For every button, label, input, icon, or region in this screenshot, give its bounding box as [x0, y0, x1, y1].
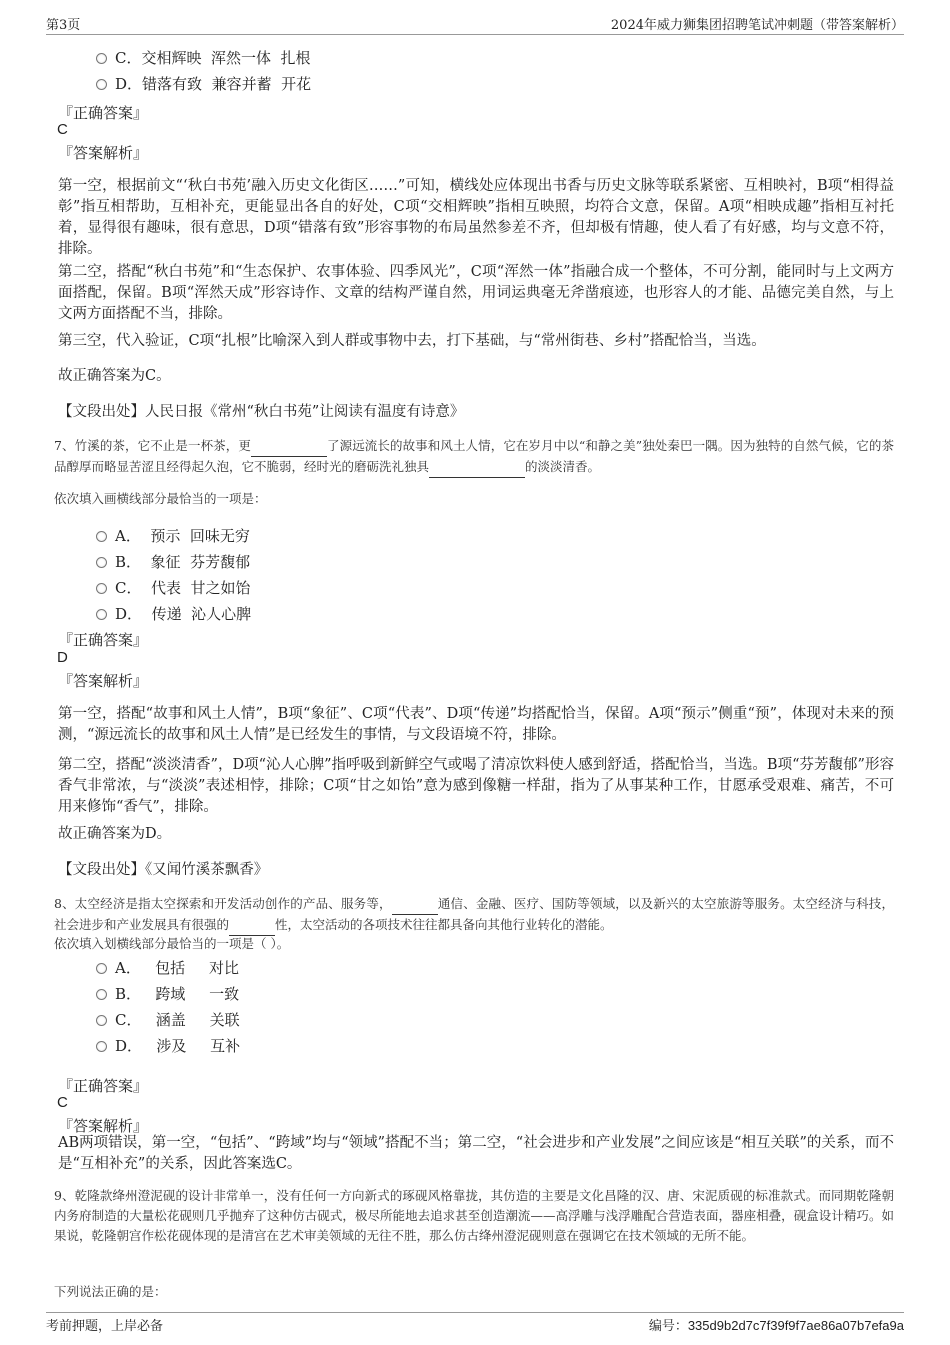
q7-analysis-p1: 第一空，搭配“故事和风土人情”，B项“象征”、C项“代表”、D项“传递”均搭配恰当，保留。A项“预示”侧重“预”，体现对未来的预测，“源远流长的故事和风土人情”是已经发生的事情，与文段语境不符，排除。	[58, 706, 894, 743]
q6-answer: C	[57, 121, 68, 138]
q8-stem: 8、太空经济是指太空探索和开发活动创作的产品、服务等， 通信、金融、医疗、国防等领域，以及新兴的太空旅游等服务。太空经济与科技，社会进步和产业发展具有很强的 性，太空活动的各项技术往往都具备向其他行业转化的潜能。	[54, 894, 894, 936]
radio-icon[interactable]	[96, 989, 107, 1000]
radio-icon[interactable]	[96, 583, 107, 594]
blank-line	[251, 436, 327, 457]
q8-option-a[interactable]: A． 包括 对比	[96, 957, 239, 978]
q7-option-b[interactable]: B． 象征 芬芳馥郁	[96, 551, 250, 572]
radio-icon[interactable]	[96, 557, 107, 568]
q8-option-d[interactable]: D． 涉及 互补	[96, 1035, 240, 1056]
radio-icon[interactable]	[96, 79, 107, 90]
radio-icon[interactable]	[96, 53, 107, 64]
document-title: 2024年威力狮集团招聘笔试冲刺题（带答案解析）	[610, 18, 904, 33]
q7-answer: D	[57, 649, 68, 666]
radio-icon[interactable]	[96, 1015, 107, 1026]
q8-option-b[interactable]: B． 跨域 一致	[96, 983, 239, 1004]
q8-analysis-label: 『答案解析』	[58, 1117, 149, 1135]
q8-analysis: AB两项错误，第一空，“包括”、“跨域”均与“领域”搭配不当；第二空，“社会进步和产业发展”之间应该是“相互关联”的关系，而不是“互相补充”的关系，因此答案选C。	[58, 1135, 894, 1172]
q8-prompt: 依次填入划横线部分最恰当的一项是（ ）。	[54, 936, 290, 951]
q6-option-d[interactable]: D．错落有致 兼容并蓄 开花	[96, 73, 311, 94]
q7-analysis-p3: 故正确答案为D。	[58, 826, 172, 842]
q7-source: 【文段出处】《又闻竹溪茶飘香》	[58, 862, 269, 878]
q9-prompt: 下列说法正确的是：	[54, 1284, 167, 1299]
blank-line	[229, 915, 275, 936]
page-header	[46, 14, 904, 35]
q7-analysis-label: 『答案解析』	[58, 672, 149, 690]
radio-icon[interactable]	[96, 963, 107, 974]
q8-answer-label: 『正确答案』	[58, 1077, 149, 1095]
q6-analysis-p4: 故正确答案为C。	[58, 368, 171, 384]
q7-option-d[interactable]: D． 传递 沁人心脾	[96, 603, 251, 624]
q9-stem: 9、乾隆款绛州澄泥砚的设计非常单一，没有任何一方向新式的琢砚风格靠拢，其仿造的主要是文化昌隆的汉、唐、宋泥质砚的标准款式。而同期乾隆朝内务府制造的大量松花砚则几乎抛弃了这种仿古砚式，极尽所能地去追求甚至创造潮流——高浮雕与浅浮雕配合营造表面，器座相叠，砚盒设计精巧。如果说，乾隆朝宫作松花砚体现的是清宫在艺术审美领域的无往不胜，那么仿古绛州澄泥砚则意在强调它在技术领域的无所不能。	[54, 1188, 894, 1243]
q7-prompt: 依次填入画横线部分最恰当的一项是：	[54, 491, 267, 506]
q7-answer-label: 『正确答案』	[58, 631, 149, 649]
blank-line	[429, 457, 525, 478]
footer-slogan: 考前押题，上岸必备	[46, 1319, 164, 1334]
blank-line	[392, 894, 438, 915]
radio-icon[interactable]	[96, 531, 107, 542]
q6-analysis-p3: 第三空，代入验证，C项“扎根”比喻深入到人群或事物中去，打下基础，与“常州街巷、乡村”搭配恰当，当选。	[58, 333, 766, 349]
page-footer	[46, 1312, 904, 1334]
q7-stem: 7、竹溪的茶，它不止是一杯茶，更 了源远流长的故事和风土人情，它在岁月中以“和静之美”独处秦巴一隅。因为独特的自然气候，它的茶品醇厚而略显苦涩且经得起久泡，它不脆弱，经时光的磨砺洗礼独具 的淡淡清香。	[54, 436, 894, 478]
radio-icon[interactable]	[96, 609, 107, 620]
q6-option-c[interactable]: C．交相辉映 浑然一体 扎根	[96, 47, 311, 68]
page-number: 第3页	[46, 18, 81, 33]
q6-source: 【文段出处】人民日报《常州“秋白书苑”让阅读有温度有诗意》	[58, 404, 465, 420]
q8-answer: C	[57, 1094, 68, 1111]
q6-answer-label: 『正确答案』	[58, 104, 149, 122]
q6-analysis-p2: 第二空，搭配“秋白书苑”和“生态保护、农事体验、四季风光”，C项“浑然一体”指融合成一个整体，不可分割，能同时与上文两方面搭配，保留。B项“浑然天成”形容诗作、文章的结构严谨自然，用词运典毫无斧凿痕迹，也形容人的才能、品德完美自然，与上文两方面搭配不当，排除。	[58, 264, 894, 322]
q7-option-a[interactable]: A． 预示 回味无穷	[96, 525, 250, 546]
q7-option-c[interactable]: C． 代表 甘之如饴	[96, 577, 251, 598]
document-id: 编号：335d9b2d7c7f39f9f7ae86a07b7efa9a	[648, 1318, 904, 1333]
q6-analysis-label: 『答案解析』	[58, 144, 149, 162]
radio-icon[interactable]	[96, 1041, 107, 1052]
q8-option-c[interactable]: C． 涵盖 关联	[96, 1009, 240, 1030]
q6-analysis-p1: 第一空，根据前文“‘秋白书苑’融入历史文化街区……”可知，横线处应体现出书香与历史文脉等联系紧密、互相映衬，B项“相得益彰”指互相帮助，互相补充，更能显出各自的好处，C项“交相辉映”指相互映照，均符合文意，保留。A项“相映成趣”指相互衬托着，显得很有趣味，很有意思，D项“错落有致”形容事物的布局虽然参差不齐，但却极有情趣，使人看了有好感，均与文意不符，排除。	[58, 178, 894, 257]
q7-analysis-p2: 第二空，搭配“淡淡清香”，D项“沁人心脾”指呼吸到新鲜空气或喝了清凉饮料使人感到舒适，搭配恰当，当选。B项“芬芳馥郁”形容香气非常浓，与“淡淡”表述相悖，排除；C项“甘之如饴”意为感到像糖一样甜，指为了从事某种工作，甘愿承受艰难、痛苦，不可用来修饰“香气”，排除。	[58, 757, 894, 815]
